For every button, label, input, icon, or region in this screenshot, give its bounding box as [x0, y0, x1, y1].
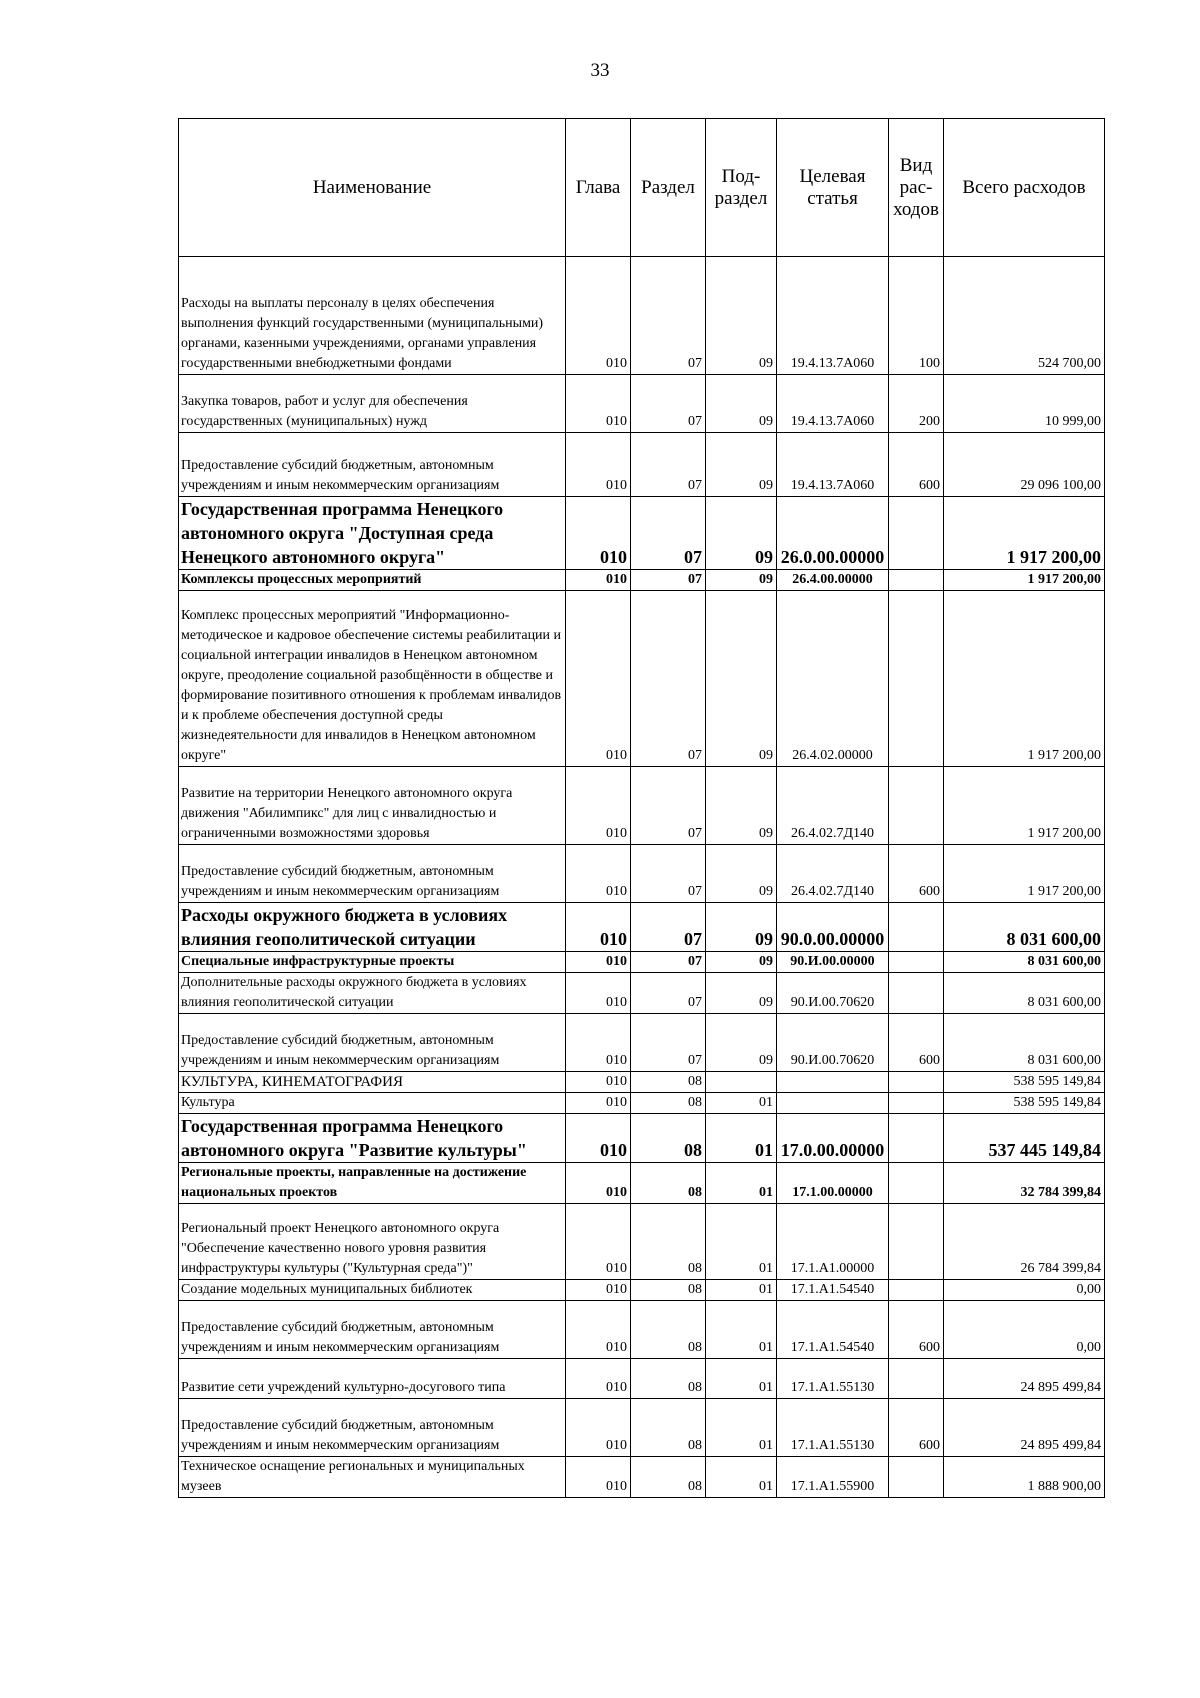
table-row	[179, 591, 1105, 767]
cell-podrazdel: 09	[706, 257, 777, 375]
cell-total: 32 784 399,84	[944, 1163, 1105, 1204]
cell-name: Предоставление субсидий бюджетным, автономным учреждениям и иным некоммерческим организациям	[179, 1399, 566, 1457]
table-row	[179, 497, 1105, 570]
cell-podrazdel: 09	[706, 375, 777, 433]
cell-podrazdel: 01	[706, 1457, 777, 1498]
cell-tselevaya: 26.4.02.00000	[777, 591, 889, 767]
cell-name: КУЛЬТУРА, КИНЕМАТОГРАФИЯ	[179, 1072, 566, 1093]
cell-podrazdel: 01	[706, 1204, 777, 1280]
cell-podrazdel: 01	[706, 1399, 777, 1457]
cell-tselevaya: 19.4.13.7А060	[777, 433, 889, 497]
cell-razdel: 07	[631, 570, 706, 591]
cell-name: Расходы окружного бюджета в условиях влияния геополитической ситуации	[179, 903, 566, 952]
cell-tselevaya: 17.1.А1.00000	[777, 1204, 889, 1280]
cell-podrazdel: 09	[706, 433, 777, 497]
cell-razdel: 08	[631, 1204, 706, 1280]
cell-podrazdel: 09	[706, 767, 777, 845]
cell-razdel: 08	[631, 1072, 706, 1093]
cell-tselevaya: 90.0.00.00000	[777, 903, 889, 952]
cell-glava: 010	[566, 1114, 631, 1163]
table-row	[179, 570, 1105, 591]
cell-podrazdel: 09	[706, 591, 777, 767]
cell-podrazdel: 01	[706, 1163, 777, 1204]
cell-vid: 600	[889, 1399, 944, 1457]
cell-podrazdel: 09	[706, 973, 777, 1014]
cell-tselevaya: 17.1.00.00000	[777, 1163, 889, 1204]
cell-vid: 600	[889, 1301, 944, 1359]
cell-glava: 010	[566, 1163, 631, 1204]
cell-razdel: 07	[631, 433, 706, 497]
cell-total: 537 445 149,84	[944, 1114, 1105, 1163]
table-row	[179, 1399, 1105, 1457]
cell-glava: 010	[566, 1072, 631, 1093]
cell-podrazdel: 09	[706, 845, 777, 903]
cell-razdel: 08	[631, 1301, 706, 1359]
header-glava: Глава	[566, 119, 631, 257]
cell-razdel: 08	[631, 1163, 706, 1204]
header-razdel: Раздел	[631, 119, 706, 257]
cell-total: 1 917 200,00	[944, 845, 1105, 903]
cell-name: Создание модельных муниципальных библиотек	[179, 1280, 566, 1301]
cell-vid	[889, 1093, 944, 1114]
cell-razdel: 07	[631, 973, 706, 1014]
header-podrazdel: Под- раздел	[706, 119, 777, 257]
cell-vid	[889, 767, 944, 845]
cell-vid: 600	[889, 433, 944, 497]
header-row	[179, 119, 1105, 257]
cell-podrazdel: 01	[706, 1114, 777, 1163]
cell-vid	[889, 903, 944, 952]
cell-razdel: 08	[631, 1114, 706, 1163]
header-tselevaya: Целевая статья	[777, 119, 889, 257]
cell-total: 10 999,00	[944, 375, 1105, 433]
cell-vid: 100	[889, 257, 944, 375]
cell-podrazdel: 09	[706, 1014, 777, 1072]
cell-tselevaya: 26.4.00.00000	[777, 570, 889, 591]
cell-glava: 010	[566, 1204, 631, 1280]
cell-glava: 010	[566, 257, 631, 375]
cell-razdel: 07	[631, 1014, 706, 1072]
cell-total: 29 096 100,00	[944, 433, 1105, 497]
cell-podrazdel: 09	[706, 952, 777, 973]
cell-total: 1 917 200,00	[944, 497, 1105, 570]
cell-glava: 010	[566, 591, 631, 767]
header-total: Всего расходов	[944, 119, 1105, 257]
cell-vid	[889, 1072, 944, 1093]
cell-vid	[889, 973, 944, 1014]
cell-glava: 010	[566, 973, 631, 1014]
table-row	[179, 375, 1105, 433]
cell-name: Культура	[179, 1093, 566, 1114]
cell-name: Предоставление субсидий бюджетным, автономным учреждениям и иным некоммерческим организациям	[179, 845, 566, 903]
table-row	[179, 1114, 1105, 1163]
cell-total: 1 917 200,00	[944, 570, 1105, 591]
header-vid: Вид рас- ходов	[889, 119, 944, 257]
table-row	[179, 1093, 1105, 1114]
cell-tselevaya: 26.0.00.00000	[777, 497, 889, 570]
cell-tselevaya: 17.1.А1.55900	[777, 1457, 889, 1498]
cell-razdel: 07	[631, 591, 706, 767]
table-row	[179, 257, 1105, 375]
cell-vid: 200	[889, 375, 944, 433]
cell-name: Государственная программа Ненецкого автономного округа "Доступная среда Ненецкого автономного округа"	[179, 497, 566, 570]
table-row	[179, 1457, 1105, 1498]
cell-total: 1 888 900,00	[944, 1457, 1105, 1498]
table-row	[179, 767, 1105, 845]
table-row	[179, 1163, 1105, 1204]
cell-total: 538 595 149,84	[944, 1072, 1105, 1093]
cell-glava: 010	[566, 1359, 631, 1399]
cell-razdel: 07	[631, 257, 706, 375]
cell-total: 524 700,00	[944, 257, 1105, 375]
cell-name: Предоставление субсидий бюджетным, автономным учреждениям и иным некоммерческим организациям	[179, 433, 566, 497]
cell-name: Закупка товаров, работ и услуг для обеспечения государственных (муниципальных) нужд	[179, 375, 566, 433]
cell-total: 538 595 149,84	[944, 1093, 1105, 1114]
cell-total: 1 917 200,00	[944, 767, 1105, 845]
cell-vid	[889, 570, 944, 591]
cell-name: Развитие сети учреждений культурно-досугового типа	[179, 1359, 566, 1399]
table-row	[179, 1204, 1105, 1280]
table-row	[179, 973, 1105, 1014]
cell-tselevaya: 19.4.13.7А060	[777, 257, 889, 375]
cell-glava: 010	[566, 1457, 631, 1498]
table-row	[179, 952, 1105, 973]
cell-tselevaya	[777, 1072, 889, 1093]
cell-name: Развитие на территории Ненецкого автономного округа движения "Абилимпикс" для лиц с инвалидностью и ограниченными возможностями здоровья	[179, 767, 566, 845]
cell-total: 8 031 600,00	[944, 903, 1105, 952]
cell-podrazdel: 09	[706, 570, 777, 591]
cell-razdel: 07	[631, 497, 706, 570]
cell-glava: 010	[566, 1014, 631, 1072]
cell-podrazdel	[706, 1072, 777, 1093]
cell-glava: 010	[566, 767, 631, 845]
table-row	[179, 1014, 1105, 1072]
cell-name: Комплекс процессных мероприятий "Информационно-методическое и кадровое обеспечение системы реабилитации и социальной интеграции инвалидов в Ненецком автономном округе, преодоление социальной разобщённости в обществе и формирование позитивного отношения к проблемам инвалидов и к проблеме обеспечения доступной среды жизнедеятельности для инвалидов в Ненецком автономном округе"	[179, 591, 566, 767]
cell-name: Региональные проекты, направленные на достижение национальных проектов	[179, 1163, 566, 1204]
cell-podrazdel: 09	[706, 903, 777, 952]
table-row	[179, 1359, 1105, 1399]
header-name: Наименование	[179, 119, 566, 257]
cell-name: Техническое оснащение региональных и муниципальных музеев	[179, 1457, 566, 1498]
cell-name: Расходы на выплаты персоналу в целях обеспечения выполнения функций государственными (муниципальными) органами, казенными учреждениями, органами управления государственными внебюджетными фондами	[179, 257, 566, 375]
cell-vid: 600	[889, 845, 944, 903]
cell-razdel: 08	[631, 1399, 706, 1457]
cell-name: Дополнительные расходы окружного бюджета в условиях влияния геополитической ситуации	[179, 973, 566, 1014]
cell-razdel: 07	[631, 903, 706, 952]
cell-razdel: 07	[631, 845, 706, 903]
cell-vid	[889, 1163, 944, 1204]
cell-total: 1 917 200,00	[944, 591, 1105, 767]
cell-name: Региональный проект Ненецкого автономного округа "Обеспечение качественно нового уровня развития инфраструктуры культуры ("Культурная среда")"	[179, 1204, 566, 1280]
page-number: 33	[590, 60, 610, 81]
cell-glava: 010	[566, 1301, 631, 1359]
cell-vid	[889, 1114, 944, 1163]
cell-tselevaya: 90.И.00.70620	[777, 973, 889, 1014]
cell-podrazdel: 01	[706, 1280, 777, 1301]
cell-tselevaya: 17.0.00.00000	[777, 1114, 889, 1163]
cell-total: 8 031 600,00	[944, 952, 1105, 973]
cell-glava: 010	[566, 1280, 631, 1301]
table-row	[179, 1072, 1105, 1093]
cell-tselevaya: 17.1.А1.55130	[777, 1359, 889, 1399]
cell-total: 26 784 399,84	[944, 1204, 1105, 1280]
budget-table	[178, 118, 1105, 1498]
cell-glava: 010	[566, 845, 631, 903]
cell-razdel: 07	[631, 767, 706, 845]
cell-vid	[889, 591, 944, 767]
cell-glava: 010	[566, 497, 631, 570]
cell-podrazdel: 01	[706, 1093, 777, 1114]
cell-glava: 010	[566, 903, 631, 952]
cell-total: 24 895 499,84	[944, 1359, 1105, 1399]
cell-glava: 010	[566, 433, 631, 497]
cell-vid	[889, 952, 944, 973]
cell-podrazdel: 01	[706, 1301, 777, 1359]
cell-total: 8 031 600,00	[944, 1014, 1105, 1072]
table-row	[179, 433, 1105, 497]
cell-razdel: 08	[631, 1359, 706, 1399]
cell-total: 0,00	[944, 1280, 1105, 1301]
cell-podrazdel: 09	[706, 497, 777, 570]
cell-razdel: 08	[631, 1457, 706, 1498]
cell-razdel: 08	[631, 1093, 706, 1114]
cell-vid	[889, 1457, 944, 1498]
cell-name: Специальные инфраструктурные проекты	[179, 952, 566, 973]
cell-vid	[889, 1359, 944, 1399]
cell-tselevaya: 19.4.13.7А060	[777, 375, 889, 433]
cell-razdel: 07	[631, 952, 706, 973]
cell-tselevaya	[777, 1093, 889, 1114]
cell-razdel: 08	[631, 1280, 706, 1301]
cell-total: 24 895 499,84	[944, 1399, 1105, 1457]
table-row	[179, 1301, 1105, 1359]
cell-vid: 600	[889, 1014, 944, 1072]
cell-vid	[889, 1204, 944, 1280]
cell-tselevaya: 17.1.А1.55130	[777, 1399, 889, 1457]
cell-tselevaya: 17.1.А1.54540	[777, 1280, 889, 1301]
table-row	[179, 903, 1105, 952]
cell-tselevaya: 17.1.А1.54540	[777, 1301, 889, 1359]
cell-name: Предоставление субсидий бюджетным, автономным учреждениям и иным некоммерческим организациям	[179, 1301, 566, 1359]
cell-tselevaya: 90.И.00.00000	[777, 952, 889, 973]
cell-name: Предоставление субсидий бюджетным, автономным учреждениям и иным некоммерческим организациям	[179, 1014, 566, 1072]
cell-tselevaya: 90.И.00.70620	[777, 1014, 889, 1072]
cell-total: 0,00	[944, 1301, 1105, 1359]
cell-glava: 010	[566, 1093, 631, 1114]
cell-glava: 010	[566, 375, 631, 433]
cell-tselevaya: 26.4.02.7Д140	[777, 845, 889, 903]
cell-name: Комплексы процессных мероприятий	[179, 570, 566, 591]
table-row	[179, 1280, 1105, 1301]
cell-podrazdel: 01	[706, 1359, 777, 1399]
cell-glava: 010	[566, 952, 631, 973]
table-row	[179, 845, 1105, 903]
cell-glava: 010	[566, 570, 631, 591]
cell-name: Государственная программа Ненецкого автономного округа "Развитие культуры"	[179, 1114, 566, 1163]
cell-glava: 010	[566, 1399, 631, 1457]
cell-vid	[889, 497, 944, 570]
cell-tselevaya: 26.4.02.7Д140	[777, 767, 889, 845]
cell-total: 8 031 600,00	[944, 973, 1105, 1014]
cell-vid	[889, 1280, 944, 1301]
cell-razdel: 07	[631, 375, 706, 433]
